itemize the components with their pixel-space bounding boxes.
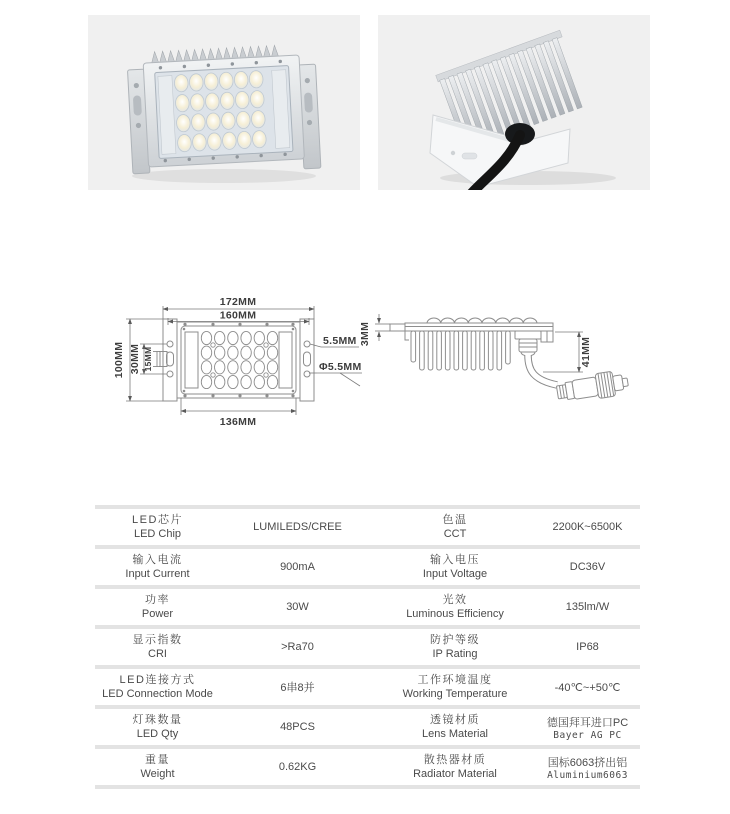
row-value: [535, 601, 640, 613]
row-label-en: Lens Material: [421, 728, 489, 740]
row-value: 0.62KG: [278, 761, 317, 773]
row-label-zh: 光效: [442, 593, 468, 606]
row-value: 30W: [286, 601, 309, 613]
row-label-zh: 灯珠数量: [132, 713, 183, 726]
row-label: [95, 673, 220, 702]
dim-slot-length-label: 15MM: [143, 346, 153, 372]
row-value: 48PCS: [280, 721, 315, 733]
row-label-en: CCT: [443, 528, 467, 540]
row-value: LUMILEDS/CREE: [253, 521, 342, 533]
row-label-en: Input Current: [125, 568, 190, 580]
row-label-en: Working Temperature: [402, 688, 508, 700]
row-label-en: Weight: [140, 768, 175, 780]
dimension-drawing-side: [357, 292, 657, 417]
front-view-drawing: [100, 280, 365, 428]
row-label-zh: LED芯片: [132, 513, 183, 526]
row-value: [535, 521, 640, 533]
heatsink-fins: [411, 331, 510, 370]
lens-array: [201, 331, 277, 388]
dimension-drawing-front: [100, 280, 365, 428]
row-value-main: DC36V: [569, 561, 606, 573]
row-label: [375, 633, 535, 662]
row-label: [375, 553, 535, 582]
row-label: [95, 633, 220, 662]
row-label-en: Input Voltage: [422, 568, 488, 580]
product-photo-front: [88, 15, 360, 190]
row-value: [535, 561, 640, 573]
row-value: 900mA: [280, 561, 315, 573]
row-value: [535, 641, 640, 653]
row-label: [95, 713, 220, 742]
row-label-en: LED Connection Mode: [102, 688, 213, 700]
row-label-en: IP Rating: [432, 648, 478, 660]
table-row: [95, 549, 640, 585]
dim-height-label: 100MM: [113, 341, 125, 379]
row-label-en: Luminous Efficiency: [406, 608, 504, 620]
table-row: [95, 629, 640, 665]
row-value-main: 2200K~6500K: [552, 521, 623, 533]
row-value-main: -40℃~+50℃: [554, 681, 621, 694]
row-value: [535, 714, 640, 741]
row-label-zh: 重量: [145, 753, 170, 766]
table-row: [95, 709, 640, 745]
row-value-sub: Bayer AG PC: [553, 729, 622, 741]
panel-screws: [183, 323, 295, 398]
row-value-main: 国标6063挤出铝: [547, 756, 628, 769]
dim-outer-width-label: 172MM: [219, 296, 257, 308]
row-label-zh: 输入电压: [430, 553, 480, 566]
row-label: [95, 553, 220, 582]
row-label-zh: 工作环境温度: [417, 673, 493, 686]
row-value-sub: Aluminium6063: [547, 769, 628, 781]
connector: [556, 369, 630, 405]
row-value: [535, 754, 640, 781]
row-value: >Ra70: [281, 641, 314, 653]
led-module-back-illustration: [378, 15, 650, 190]
cable: [528, 355, 557, 385]
shadow: [132, 169, 316, 183]
table-row: [95, 669, 640, 705]
side-view-drawing: [357, 292, 657, 417]
row-label-zh: 防护等级: [430, 633, 480, 646]
row-label-en: Power: [141, 608, 174, 620]
row-label: [95, 753, 220, 782]
row-label-en: CRI: [148, 648, 167, 660]
row-label-zh: 透镜材质: [430, 713, 480, 726]
dim-slot-width-label: 5.5MM: [323, 335, 357, 347]
dim-body-height-label: 41MM: [580, 336, 592, 368]
row-label-zh: LED连接方式: [119, 673, 196, 686]
row-value: [535, 681, 640, 694]
row-value-main: 135lm/W: [565, 601, 610, 613]
row-label: [375, 753, 535, 782]
row-label-en: LED Chip: [133, 528, 182, 540]
dim-lens-width-label: 136MM: [219, 416, 257, 428]
dim-inner-width-label: 160MM: [219, 309, 257, 322]
row-value: 6串8并: [280, 682, 315, 694]
row-label: [375, 713, 535, 742]
row-label-zh: 显示指数: [132, 633, 183, 646]
product-photo-back: [378, 15, 650, 190]
row-label-en: Radiator Material: [413, 768, 497, 780]
dim-hole-spacing-label: 30MM: [129, 343, 141, 375]
table-row: [95, 589, 640, 625]
row-label-en: LED Qty: [136, 728, 179, 740]
row-value-main: IP68: [576, 641, 599, 653]
row-label-zh: 色温: [442, 513, 468, 526]
row-label-zh: 功率: [145, 593, 170, 606]
row-label-zh: 输入电流: [132, 553, 183, 566]
row-label: [375, 593, 535, 622]
spec-table: [95, 505, 640, 789]
led-module: [127, 43, 321, 178]
row-label: [95, 513, 220, 542]
row-label: [95, 593, 220, 622]
dim-plate-thickness-label: 3MM: [359, 321, 371, 347]
dim-hole-diameter-label: Φ5.5MM: [319, 361, 362, 373]
row-value-main: 德国拜耳进口PC: [546, 716, 629, 729]
row-label: [375, 513, 535, 542]
table-row: [95, 749, 640, 785]
table-row: [95, 509, 640, 545]
row-label: [375, 673, 535, 702]
table-divider: [95, 785, 640, 789]
row-label-zh: 散热器材质: [423, 753, 487, 766]
module-outline: [160, 319, 314, 401]
led-module-front-illustration: [88, 15, 360, 190]
cable-gland: [515, 331, 541, 356]
